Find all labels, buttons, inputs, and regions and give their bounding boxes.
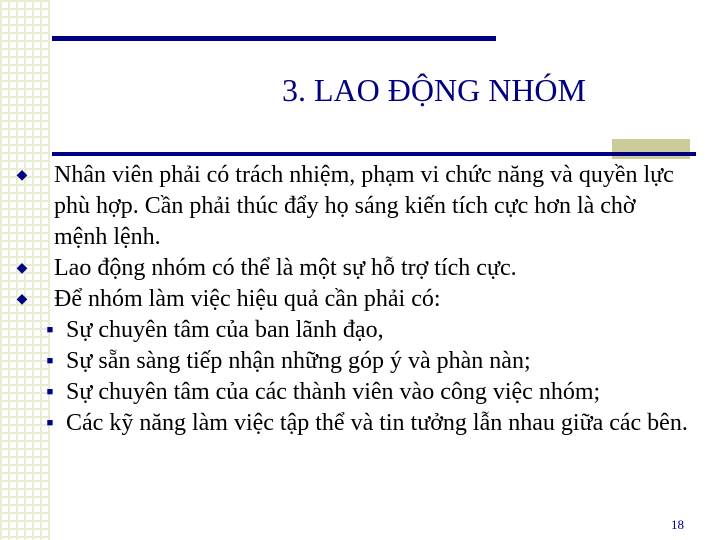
square-bullet-icon: ■ <box>46 355 54 367</box>
sub-bullet-text: Sự sẵn sàng tiếp nhận những góp ý và phàn nàn; <box>66 348 531 374</box>
slide-title: 3. LAO ĐỘNG NHÓM <box>282 72 586 108</box>
diamond-bullet-icon: ◆ <box>16 168 28 183</box>
bullet-item <box>0 253 720 284</box>
square-bullet-icon: ■ <box>46 386 54 398</box>
sub-bullet-item <box>0 346 720 377</box>
square-bullet-icon: ■ <box>46 417 54 429</box>
sub-bullet-item <box>0 408 720 439</box>
diamond-bullet-icon: ◆ <box>16 261 28 276</box>
sub-bullet-text: Các kỹ năng làm việc tập thể và tin tưởng lẫn nhau giữa các bên. <box>66 410 688 436</box>
page-number: 18 <box>671 517 684 532</box>
title-top-rule <box>52 36 496 41</box>
sub-bullet-item <box>0 377 720 408</box>
bullet-text: Để nhóm làm việc hiệu quả cần phải có: <box>54 286 441 312</box>
bullet-text: Nhân viên phải có trách nhiệm, phạm vi chức năng và quyền lực phù hợp. Cần phải thúc đẩy họ sáng kiến tích cực hơn là chờ mệnh lệnh. <box>54 162 674 250</box>
sub-bullet-text: Sự chuyên tâm của ban lãnh đạo, <box>66 317 384 343</box>
diamond-bullet-icon: ◆ <box>16 292 28 307</box>
square-bullet-icon: ■ <box>46 324 54 336</box>
bullet-item <box>0 160 720 253</box>
bullet-item <box>0 284 720 315</box>
sub-bullet-item <box>0 315 720 346</box>
slide-body <box>0 160 720 439</box>
decorative-block <box>612 139 690 159</box>
sub-bullet-text: Sự chuyên tâm của các thành viên vào công việc nhóm; <box>66 379 601 405</box>
title-bottom-rule <box>52 152 696 156</box>
bullet-text: Lao động nhóm có thể là một sự hỗ trợ tích cực. <box>54 255 517 281</box>
